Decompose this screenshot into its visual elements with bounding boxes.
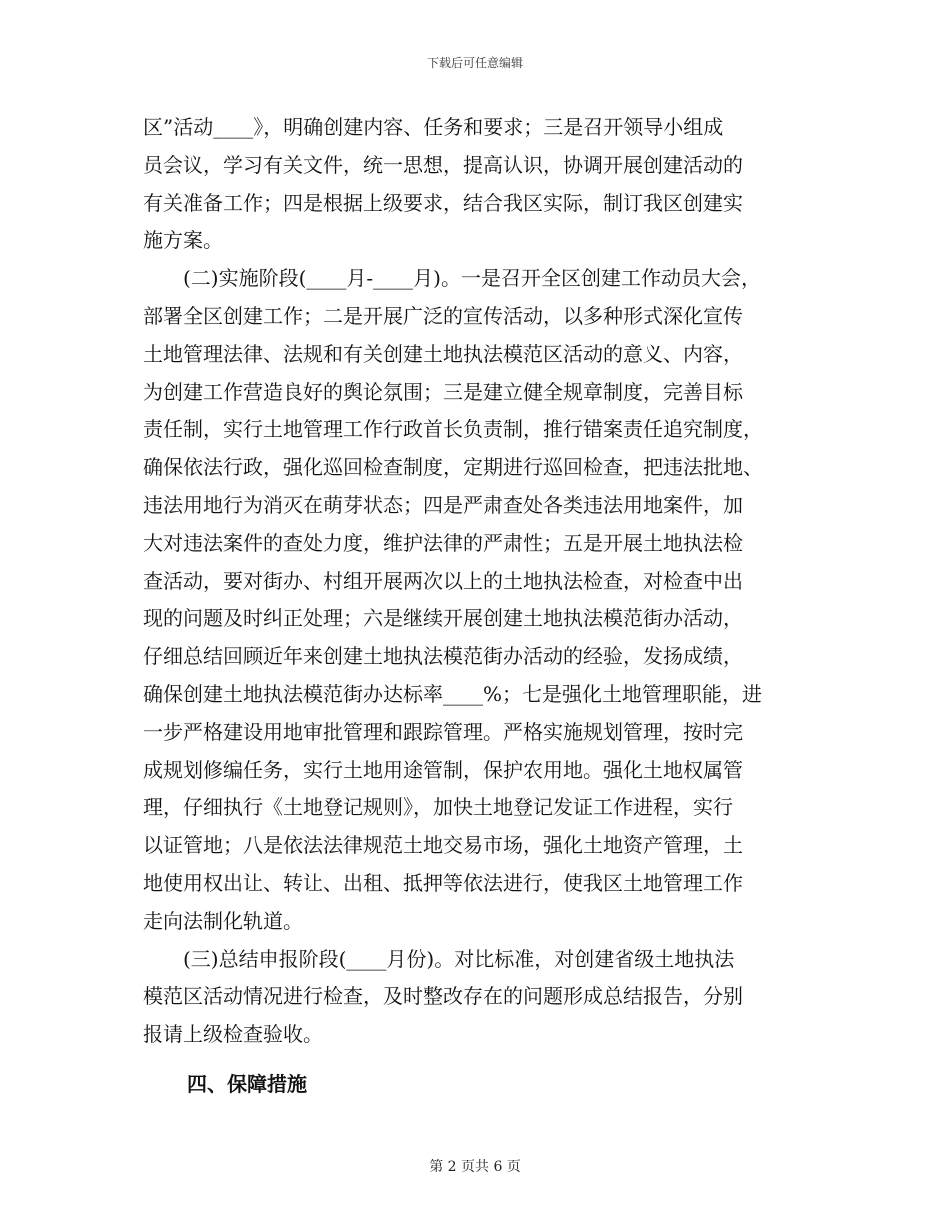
- text-line: 地使用权出让、转让、出租、抵押等依法进行，使我区土地管理工作: [143, 870, 743, 895]
- text-line: 走向法制化轨道。: [143, 908, 303, 933]
- text-line: 施方案。: [143, 228, 223, 253]
- text-line: 报请上级检查验收。: [143, 1022, 323, 1047]
- text-line: 部署全区创建工作；二是开展广泛的宣传活动，以多种形式深化宣传: [143, 303, 743, 328]
- page-header: 下载后可任意编辑: [426, 56, 523, 70]
- text-line: 有关准备工作；四是根据上级要求，结合我区实际，制订我区创建实: [143, 190, 743, 215]
- paragraph-preparation-continued: [143, 109, 823, 260]
- text-line: 违法用地行为消灭在萌芽状态；四是严肃查处各类违法用地案件，加: [143, 492, 743, 517]
- text-line: 为创建工作营造良好的舆论氛围；三是建立健全规章制度，完善目标: [143, 379, 743, 404]
- paragraph-implementation-stage: [143, 260, 823, 940]
- text-line: 区”活动____》，明确创建内容、任务和要求；三是召开领导小组成: [143, 115, 724, 139]
- text-line: 确保依法行政，强化巡回检查制度，定期进行巡回检查，把违法批地、: [143, 455, 763, 480]
- text-line: 成规划修编任务，实行土地用途管制，保护农用地。强化土地权属管: [143, 757, 743, 782]
- text-line: 责任制，实行土地管理工作行政首长负责制，推行错案责任追究制度，: [143, 417, 763, 442]
- text-line: 理，仔细执行《土地登记规则》，加快土地登记发证工作进程，实行: [143, 795, 733, 820]
- page-footer: 第 2 页共 6 页: [429, 1159, 521, 1175]
- text-line: 以证管地；八是依法法律规范土地交易市场，强化土地资产管理，土: [143, 833, 743, 858]
- section-heading: 四、保障措施: [187, 1071, 307, 1096]
- text-line: 仔细总结回顾近年来创建土地执法模范街办活动的经验，发扬成绩，: [143, 644, 743, 669]
- text-line: 大对违法案件的查处力度，维护法律的严肃性；五是开展土地执法检: [143, 530, 743, 555]
- text-line: (三)总结申报阶段(____月份)。对比标准，对创建省级土地执法: [183, 946, 735, 971]
- text-line: 现的问题及时纠正处理；六是继续开展创建土地执法模范街办活动，: [143, 606, 743, 631]
- text-line: 员会议，学习有关文件，统一思想，提高认识，协调开展创建活动的: [143, 152, 743, 177]
- text-line: (二)实施阶段(____月-____月)。一是召开全区创建工作动员大会，: [183, 266, 761, 291]
- text-line: 模范区活动情况进行检查，及时整改存在的问题形成总结报告，分别: [143, 984, 743, 1009]
- text-line: 一步严格建设用地审批管理和跟踪管理。严格实施规划管理，按时完: [143, 719, 743, 744]
- text-line: 土地管理法律、法规和有关创建土地执法模范区活动的意义、内容，: [143, 341, 743, 366]
- text-line: 查活动，要对街办、村组开展两次以上的土地执法检查，对检查中出: [143, 568, 743, 593]
- text-line: 确保创建土地执法模范街办达标率____%；七是强化土地管理职能，进: [143, 681, 763, 706]
- paragraph-summary-stage: [143, 941, 823, 1054]
- document-body: [143, 109, 823, 1104]
